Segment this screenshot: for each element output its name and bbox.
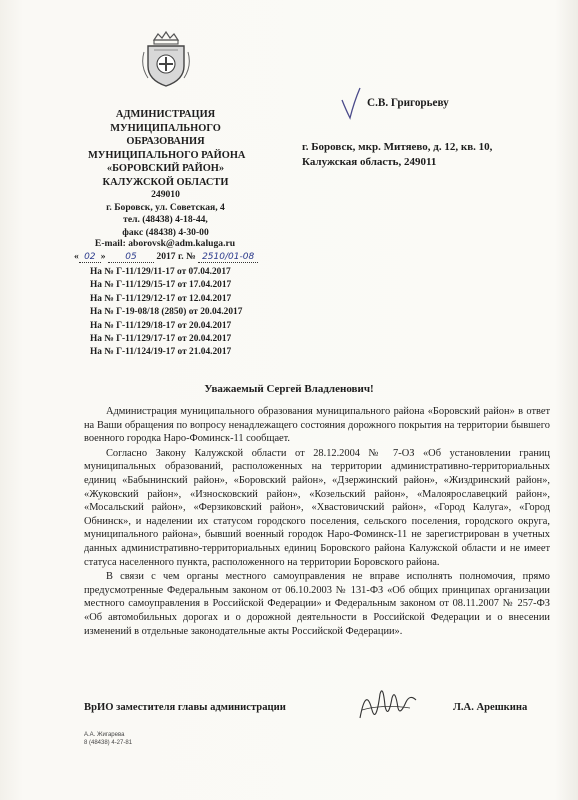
address-line: тел. (48438) 4-18-44, <box>123 214 208 226</box>
executor-name: А.А. Жигарева <box>84 732 125 738</box>
salutation: Уважаемый Сергей Владленович! <box>204 383 374 395</box>
executor-info <box>84 731 132 747</box>
org-line: МУНИЦИПАЛЬНОГО <box>110 122 221 134</box>
organization-address <box>88 189 243 239</box>
org-line: МУНИЦИПАЛЬНОГО РАЙОНА <box>88 149 246 161</box>
org-line: «БОРОВСКИЙ РАЙОН» <box>106 163 225 175</box>
coat-of-arms-icon <box>140 30 192 88</box>
date-month: 05 <box>125 252 137 262</box>
letter-body <box>84 405 550 639</box>
signatory-title: ВрИО заместителя главы администрации <box>84 702 286 713</box>
organization-header <box>88 108 246 190</box>
org-line: КАЛУЖСКОЙ ОБЛАСТИ <box>102 176 229 188</box>
date-day: 02 <box>84 252 96 262</box>
recipient-address-line: г. Боровск, мкр. Митяево, д. 12, кв. 10, <box>302 141 493 153</box>
org-line: ОБРАЗОВАНИЯ <box>126 136 205 148</box>
address-line: 249010 <box>151 189 180 200</box>
reference-item: На № Г-11/129/17-17 от 20.04.2017 <box>90 334 232 345</box>
reference-item: На № Г-11/129/18-17 от 20.04.2017 <box>90 320 232 331</box>
reference-item: На № Г-11/129/15-17 от 17.04.2017 <box>90 280 232 291</box>
organization-email: E-mail: aborovsk@adm.kaluga.ru <box>94 238 236 249</box>
reference-item: На № Г-11/124/19-17 от 21.04.2017 <box>90 347 232 358</box>
reference-item: На № Г-19-08/18 (2850) от 20.04.2017 <box>90 307 243 318</box>
reference-list <box>90 266 242 360</box>
recipient-name: С.В. Григорьеву <box>367 97 449 109</box>
body-paragraph: Администрация муниципального образования муниципального района «Боровский район» в ответ на Ваши обращения по вопросу ненадлежащего состояния дорожного покрытия на территории бывшего военного городка Наро-Фоминск-11 сообщает. <box>84 406 550 445</box>
address-line: г. Боровск, ул. Советская, 4 <box>106 201 225 213</box>
recipient-address-line: Калужская область, 249011 <box>302 156 437 168</box>
outgoing-date-number <box>74 251 258 263</box>
date-year: 2017 г. <box>156 251 184 262</box>
reference-item: На № Г-11/129/12-17 от 12.04.2017 <box>90 293 232 304</box>
checkmark-icon <box>340 86 362 120</box>
executor-phone: 8 (48438) 4-27-81 <box>84 740 133 746</box>
reference-item: На № Г-11/129/11-17 от 07.04.2017 <box>90 267 231 277</box>
number-label: № <box>186 251 196 262</box>
org-line: АДМИНИСТРАЦИЯ <box>115 109 216 120</box>
date-open-quote: « <box>74 251 79 262</box>
recipient-address <box>302 140 542 170</box>
handwritten-signature-icon <box>352 680 422 728</box>
date-close-quote: » <box>100 251 106 262</box>
body-paragraph: Согласно Закону Калужской области от 28.12.2004 № 7-ОЗ «Об установлении границ муниципальных образований, расположенных на территории административно-территориальных единиц «Бабынинский район», «Боровский район», «Дзержинский район», «Жиздринский район», «Жуковский район», «Износковский район», «Козельский район», «Малоярославецкий район», «Мосальский район», «Ферзиковский район», «Хвастовичский район», «Город Калуга», «Город Обнинск», и наделении их статусом городского поселения, сельского поселения, городского округа, муниципального района», бывший военный городок Наро-Фоминск-11 не зарегистрирован в учетных данных административно-территориальных единиц Боровского района Калужской области и не имеет статуса населенного пункта, расположенного на территории Боровского района. <box>84 447 550 568</box>
signatory-name: Л.А. Арешкина <box>453 702 528 713</box>
body-paragraph: В связи с чем органы местного самоуправления не вправе исполнять полномочия, прямо предусмотренные Федеральным законом от 06.10.2003 № 131-ФЗ «Об общих принципах организации местного самоуправления в Российской Федерации» и Федеральным законом от 08.11.2007 № 257-ФЗ «Об автомобильных дорогах и о дорожной деятельности в Российской Федерации и о внесении изменений в отдельные законодательные акты Российской Федерации». <box>84 571 550 637</box>
address-line: факс (48438) 4-30-00 <box>122 226 209 238</box>
document-number: 2510/01-08 <box>202 252 255 262</box>
